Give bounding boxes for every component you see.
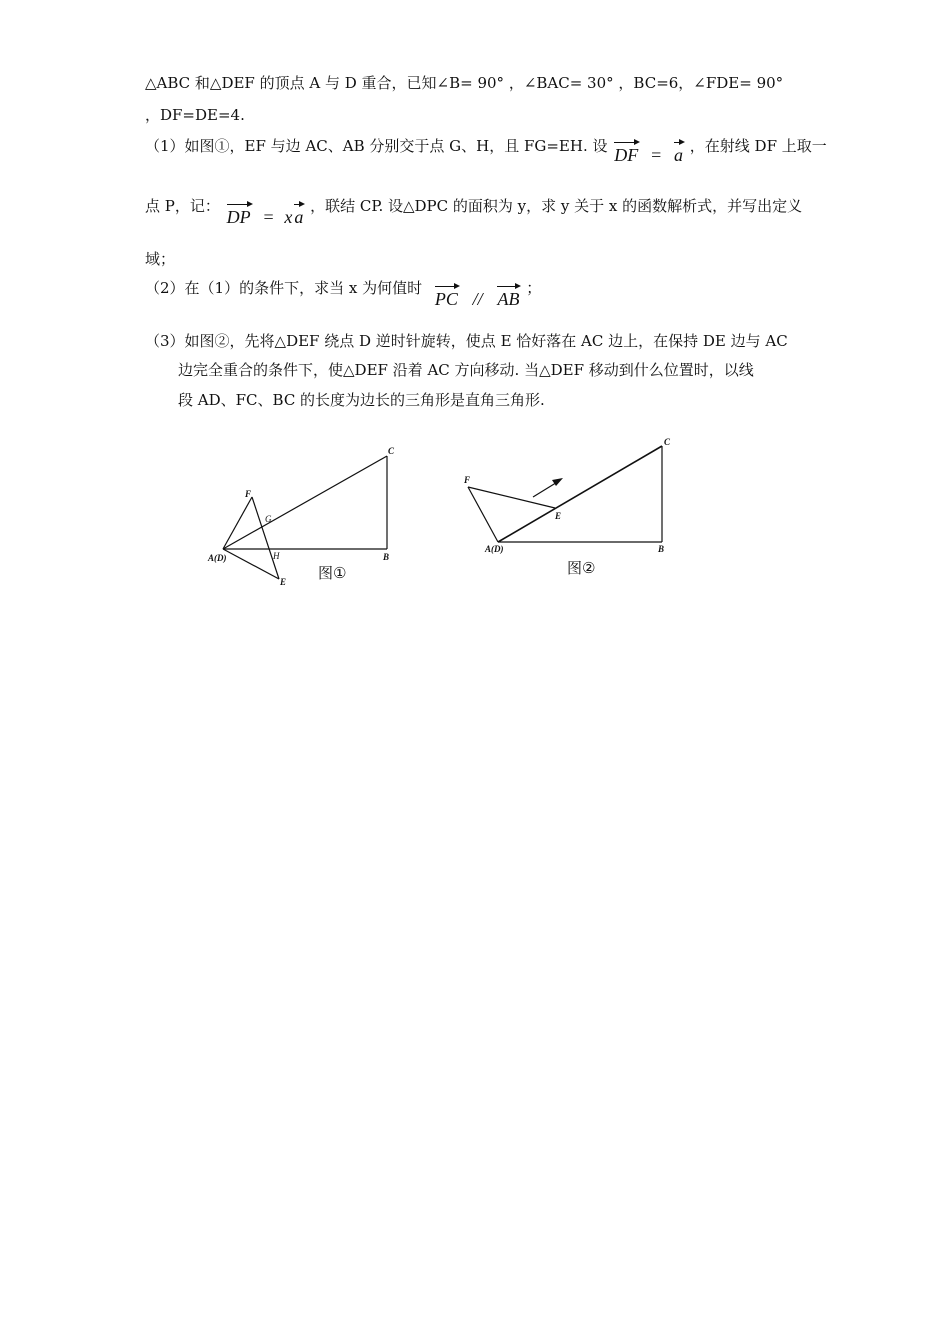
part1-tail: ，在射线 DF 上取一: [689, 137, 827, 155]
part2-end: ；: [526, 279, 542, 297]
vector-PC: PC: [434, 289, 458, 309]
label-H: H: [273, 551, 280, 561]
label-E: E: [555, 511, 562, 521]
part3-line-2: 边完全重合的条件下，使△DEF 沿着 AC 方向移动. 当△DEF 移动到什么位置时，以线: [178, 361, 754, 379]
segment-AC: [498, 446, 662, 542]
text-line-2: ，DF=DE=4.: [145, 106, 245, 124]
line-9: [178, 390, 545, 410]
label-E: E: [280, 577, 287, 587]
line-8: [178, 360, 754, 380]
label-A: A(D): [208, 553, 227, 563]
vector-a: a: [674, 145, 683, 165]
figure-1: [200, 440, 430, 600]
part1-define-P: 点 P，记：: [145, 197, 220, 215]
label-C: C: [664, 437, 671, 447]
part1-question: ，联结 CP. 设△DPC 的面积为 y，求 y 关于 x 的函数解析式，并写出定义: [310, 197, 803, 215]
label-F: F: [245, 489, 252, 499]
line-5: [145, 249, 175, 269]
vector-DP: DP: [226, 207, 251, 227]
line-4: [145, 195, 803, 227]
part1-end: 域；: [145, 250, 176, 268]
vector-a-2: a: [294, 207, 304, 227]
scalar-x: x: [284, 207, 293, 227]
part1-intro: （1）如图①，EF 与边 AC、AB 分别交于点 G、H，且 FG=EH. 设: [145, 137, 608, 155]
line-7: [145, 331, 788, 351]
label-C: C: [388, 446, 395, 456]
label-A: A(D): [485, 544, 504, 554]
segment-AC: [223, 456, 387, 549]
figure-2-caption: 图②: [567, 559, 596, 577]
segment-DF: [468, 487, 498, 542]
part2-intro: （2）在（1）的条件下，求当 x 为何值时: [145, 279, 423, 297]
vector-DF: DF: [614, 145, 639, 165]
label-B: B: [658, 544, 665, 554]
line-2: [145, 105, 245, 125]
segment-FE: [468, 487, 555, 508]
parallel-sign: //: [472, 289, 483, 309]
equals-sign-2: =: [263, 207, 274, 227]
line-6: [145, 277, 542, 309]
text-line-1: △ABC 和△DEF 的顶点 A 与 D 重合，已知∠B= 90° ，∠BAC= 30° ，BC=6，∠FDE= 90°: [145, 74, 784, 92]
vector-AB: AB: [497, 289, 520, 309]
equals-sign: =: [651, 145, 662, 165]
line-3: [145, 135, 827, 165]
part3-line-1: （3）如图②，先将△DEF 绕点 D 逆时针旋转，使点 E 恰好落在 AC 边上，在保持 DE 边与 AC: [145, 332, 788, 350]
figure-1-caption: 图①: [318, 564, 347, 582]
label-B: B: [383, 552, 390, 562]
line-1: [145, 73, 783, 93]
label-F: F: [464, 475, 471, 485]
figure-2: [455, 430, 695, 590]
part3-line-3: 段 AD、FC、BC 的长度为边长的三角形是直角三角形.: [178, 391, 545, 409]
label-G: G: [265, 514, 272, 524]
